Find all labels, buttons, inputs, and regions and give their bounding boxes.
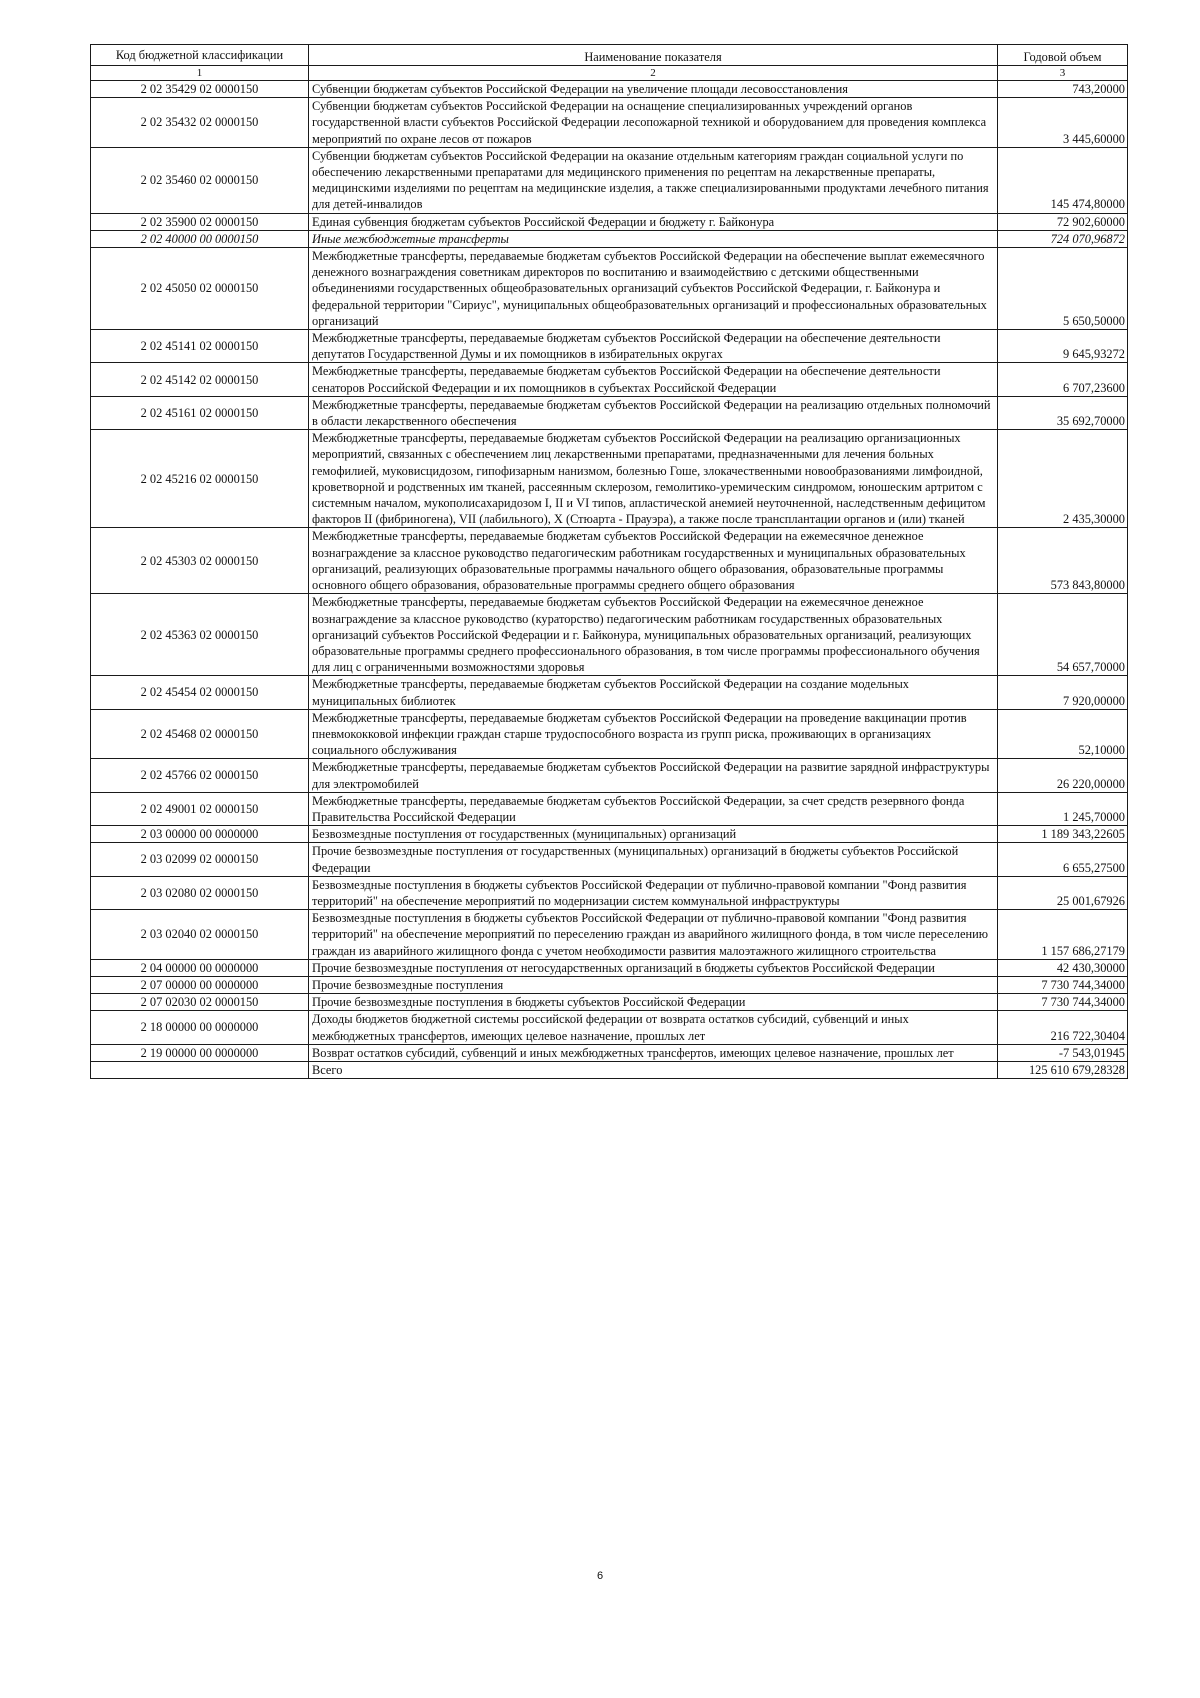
row-code: 2 02 35900 02 0000150: [91, 213, 309, 230]
row-name: Межбюджетные трансферты, передаваемые бюджетам субъектов Российской Федерации на создание модельных муниципальных библиотек: [309, 676, 998, 709]
table-row: [91, 759, 1128, 792]
row-name: Безвозмездные поступления в бюджеты субъектов Российской Федерации от публично-правовой компании "Фонд развития территорий" на обеспечение мероприятий по модернизации систем коммунальной инфраструктуры: [309, 876, 998, 909]
column-number-2: 2: [309, 66, 998, 81]
row-name: Доходы бюджетов бюджетной системы российской федерации от возврата остатков субсидий, субвенций и иных межбюджетных трансфертов, имеющих целевое назначение, прошлых лет: [309, 1011, 998, 1044]
table-body: [91, 81, 1128, 1062]
row-value: -7 543,01945: [998, 1044, 1128, 1061]
row-name: Субвенции бюджетам субъектов Российской Федерации на увеличение площади лесовосстановления: [309, 81, 998, 98]
row-name: Прочие безвозмездные поступления: [309, 976, 998, 993]
row-name: Межбюджетные трансферты, передаваемые бюджетам субъектов Российской Федерации на ежемесячное денежное вознаграждение за классное руководство педагогическим работникам государственных и муниципальных образовательных организаций, реализующих образовательные программы начального общего образования, образовательные программы основного общего образования, образовательные программы среднего общего образования: [309, 528, 998, 594]
row-value: 42 430,30000: [998, 959, 1128, 976]
row-value: 54 657,70000: [998, 594, 1128, 676]
row-value: 7 920,00000: [998, 676, 1128, 709]
row-code: 2 02 45468 02 0000150: [91, 709, 309, 759]
table-row: [91, 213, 1128, 230]
row-name: Межбюджетные трансферты, передаваемые бюджетам субъектов Российской Федерации на реализацию отдельных полномочий в области лекарственного обеспечения: [309, 396, 998, 429]
column-number-3: 3: [998, 66, 1128, 81]
table-row: [91, 676, 1128, 709]
row-value: 72 902,60000: [998, 213, 1128, 230]
table-row: [91, 330, 1128, 363]
row-code: 2 02 35432 02 0000150: [91, 98, 309, 148]
page-number: 6: [596, 1570, 604, 1582]
total-value: 125 610 679,28328: [998, 1061, 1128, 1078]
table-row: [91, 248, 1128, 330]
row-code: 2 19 00000 00 0000000: [91, 1044, 309, 1061]
row-value: 9 645,93272: [998, 330, 1128, 363]
table-row: [91, 230, 1128, 247]
row-code: 2 02 45141 02 0000150: [91, 330, 309, 363]
total-row: [91, 1061, 1128, 1078]
row-name: Безвозмездные поступления в бюджеты субъектов Российской Федерации от публично-правовой компании "Фонд развития территорий" на обеспечение мероприятий по переселению граждан из аварийного жилищного фонда, в том числе переселению граждан из аварийного жилищного фонда с учетом необходимости развития малоэтажного жилищного строительства: [309, 910, 998, 960]
row-code: 2 03 02040 02 0000150: [91, 910, 309, 960]
row-name: Межбюджетные трансферты, передаваемые бюджетам субъектов Российской Федерации, за счет средств резервного фонда Правительства Российской Федерации: [309, 792, 998, 825]
table-row: [91, 430, 1128, 528]
row-code: 2 04 00000 00 0000000: [91, 959, 309, 976]
row-code: 2 07 02030 02 0000150: [91, 994, 309, 1011]
row-name: Межбюджетные трансферты, передаваемые бюджетам субъектов Российской Федерации на обеспечение деятельности депутатов Государственной Думы и их помощников в избирательных округах: [309, 330, 998, 363]
row-code: 2 02 45142 02 0000150: [91, 363, 309, 396]
row-name: Субвенции бюджетам субъектов Российской Федерации на оказание отдельным категориям граждан социальной услуги по обеспечению лекарственными препаратами для медицинского применения по рецептам на лекарственные препараты, медицинскими изделиями по рецептам на медицинские изделия, а также специализированными продуктами лечебного питания для детей-инвалидов: [309, 147, 998, 213]
row-name: Возврат остатков субсидий, субвенций и иных межбюджетных трансфертов, имеющих целевое назначение, прошлых лет: [309, 1044, 998, 1061]
table-row: [91, 528, 1128, 594]
table-row: [91, 876, 1128, 909]
row-value: 3 445,60000: [998, 98, 1128, 148]
row-name: Межбюджетные трансферты, передаваемые бюджетам субъектов Российской Федерации на развитие зарядной инфраструктуры для электромобилей: [309, 759, 998, 792]
row-name: Единая субвенция бюджетам субъектов Российской Федерации и бюджету г. Байконура: [309, 213, 998, 230]
row-value: 25 001,67926: [998, 876, 1128, 909]
total-label: Всего: [309, 1061, 998, 1078]
row-value: 52,10000: [998, 709, 1128, 759]
table-row: [91, 396, 1128, 429]
header-name: Наименование показателя: [309, 45, 998, 66]
table-row: [91, 1011, 1128, 1044]
table-row: [91, 709, 1128, 759]
table-row: [91, 826, 1128, 843]
row-name: Прочие безвозмездные поступления от государственных (муниципальных) организаций в бюджеты субъектов Российской Федерации: [309, 843, 998, 876]
row-name: Межбюджетные трансферты, передаваемые бюджетам субъектов Российской Федерации на ежемесячное денежное вознаграждение за классное руководство (кураторство) педагогическим работникам государственных образовательных организаций субъектов Российской Федерации и г. Байконура, муниципальных образовательных организаций, реализующих образовательные программы среднего профессионального образования, в том числе программы профессионального обучения для лиц с ограниченными возможностями здоровья: [309, 594, 998, 676]
row-value: 6 707,23600: [998, 363, 1128, 396]
row-code: 2 02 45303 02 0000150: [91, 528, 309, 594]
row-code: 2 02 45454 02 0000150: [91, 676, 309, 709]
row-name: Иные межбюджетные трансферты: [309, 230, 998, 247]
row-value: 7 730 744,34000: [998, 994, 1128, 1011]
row-code: 2 03 02080 02 0000150: [91, 876, 309, 909]
row-value: 573 843,80000: [998, 528, 1128, 594]
row-code: 2 02 45363 02 0000150: [91, 594, 309, 676]
row-code: 2 03 02099 02 0000150: [91, 843, 309, 876]
table-row: [91, 98, 1128, 148]
header-volume: Годовой объем: [998, 45, 1128, 66]
row-value: 7 730 744,34000: [998, 976, 1128, 993]
row-value: 26 220,00000: [998, 759, 1128, 792]
table-row: [91, 594, 1128, 676]
budget-revenue-table: [90, 44, 1128, 1079]
row-code: 2 02 40000 00 0000150: [91, 230, 309, 247]
row-name: Межбюджетные трансферты, передаваемые бюджетам субъектов Российской Федерации на обеспечение выплат ежемесячного денежного вознаграждения советникам директоров по воспитанию и взаимодействию с детскими общественными объединениями государственных общеобразовательных организаций субъектов Российской Федерации, г. Байконура и федеральной территории "Сириус", муниципальных общеобразовательных организаций и профессиональных образовательных организаций: [309, 248, 998, 330]
row-code: 2 18 00000 00 0000000: [91, 1011, 309, 1044]
table-row: [91, 843, 1128, 876]
row-code: 2 03 00000 00 0000000: [91, 826, 309, 843]
column-number-1: 1: [91, 66, 309, 81]
row-code: 2 02 35460 02 0000150: [91, 147, 309, 213]
table-row: [91, 994, 1128, 1011]
table-row: [91, 1044, 1128, 1061]
row-value: 145 474,80000: [998, 147, 1128, 213]
row-name: Межбюджетные трансферты, передаваемые бюджетам субъектов Российской Федерации на обеспечение деятельности сенаторов Российской Федерации и их помощников в субъектах Российской Федерации: [309, 363, 998, 396]
row-name: Прочие безвозмездные поступления от негосударственных организаций в бюджеты субъектов Российской Федерации: [309, 959, 998, 976]
row-name: Межбюджетные трансферты, передаваемые бюджетам субъектов Российской Федерации на реализацию организационных мероприятий, связанных с обеспечением лиц лекарственными препаратами, предназначенными для лечения больных гемофилией, муковисцидозом, гипофизарным нанизмом, болезнью Гоше, злокачественными новообразованиями лимфоидной, кроветворной и родственных им тканей, рассеянным склерозом, гемолитико-уремическим синдромом, юношеским артритом с системным началом, мукополисахаридозом I, II и VI типов, апластической анемией неуточненной, наследственным дефицитом факторов II (фибриногена), VII (лабильного), X (Стюарта - Прауэра), а также после трансплантации органов и (или) тканей: [309, 430, 998, 528]
row-value: 6 655,27500: [998, 843, 1128, 876]
row-value: 216 722,30404: [998, 1011, 1128, 1044]
table-row: [91, 976, 1128, 993]
row-name: Прочие безвозмездные поступления в бюджеты субъектов Российской Федерации: [309, 994, 998, 1011]
row-value: 743,20000: [998, 81, 1128, 98]
row-value: 1 157 686,27179: [998, 910, 1128, 960]
table-header: [91, 45, 1128, 81]
row-name: Субвенции бюджетам субъектов Российской Федерации на оснащение специализированных учреждений органов государственной власти субъектов Российской Федерации лесопожарной техникой и оборудованием для проведения комплекса мероприятий по охране лесов от пожаров: [309, 98, 998, 148]
table-row: [91, 959, 1128, 976]
row-code: 2 02 35429 02 0000150: [91, 81, 309, 98]
row-value: 1 189 343,22605: [998, 826, 1128, 843]
table-row: [91, 81, 1128, 98]
row-name: Безвозмездные поступления от государственных (муниципальных) организаций: [309, 826, 998, 843]
table-row: [91, 910, 1128, 960]
row-value: 724 070,96872: [998, 230, 1128, 247]
row-code: 2 02 49001 02 0000150: [91, 792, 309, 825]
row-code: 2 02 45050 02 0000150: [91, 248, 309, 330]
table-row: [91, 363, 1128, 396]
row-value: 35 692,70000: [998, 396, 1128, 429]
row-value: 2 435,30000: [998, 430, 1128, 528]
row-value: 5 650,50000: [998, 248, 1128, 330]
row-value: 1 245,70000: [998, 792, 1128, 825]
row-code: 2 02 45216 02 0000150: [91, 430, 309, 528]
table-row: [91, 147, 1128, 213]
row-code: 2 02 45766 02 0000150: [91, 759, 309, 792]
row-name: Межбюджетные трансферты, передаваемые бюджетам субъектов Российской Федерации на проведение вакцинации против пневмококковой инфекции граждан старше трудоспособного возраста из групп риска, проживающих в организациях социального обслуживания: [309, 709, 998, 759]
table-row: [91, 792, 1128, 825]
total-code-cell: [91, 1061, 309, 1078]
header-code: Код бюджетной классификации: [91, 45, 309, 66]
row-code: 2 02 45161 02 0000150: [91, 396, 309, 429]
row-code: 2 07 00000 00 0000000: [91, 976, 309, 993]
